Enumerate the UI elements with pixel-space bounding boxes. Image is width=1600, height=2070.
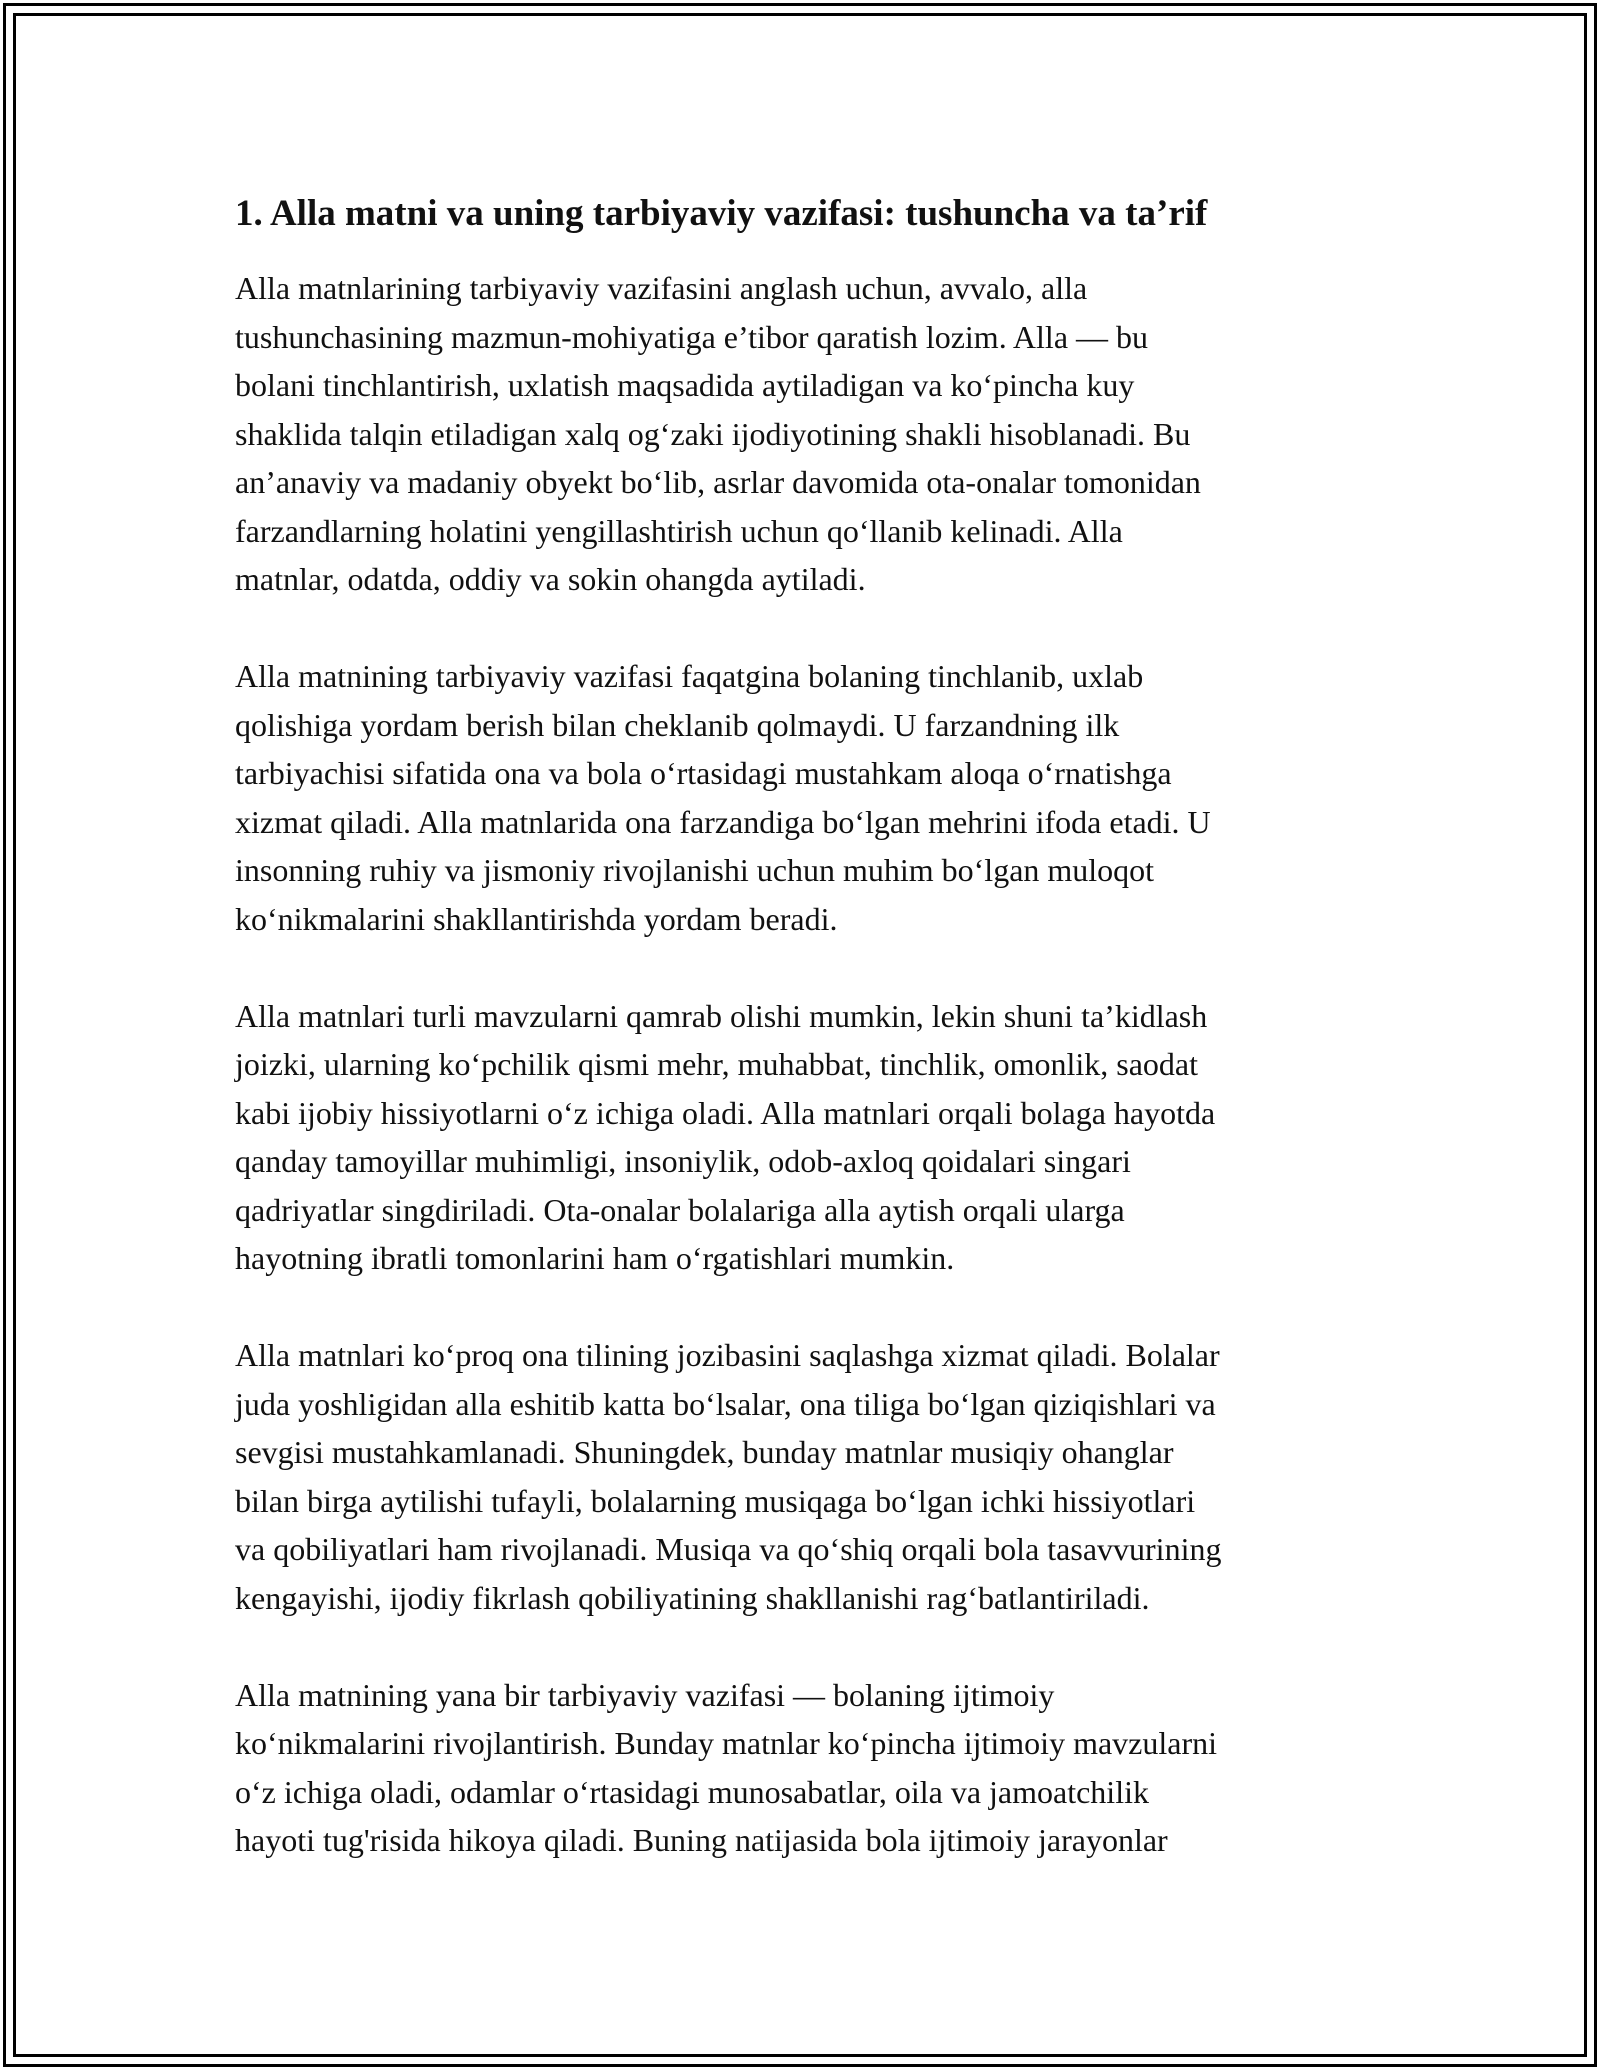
text-line: va qobiliyatlari ham rivojlanadi. Musiqa va qo‘shiq orqali bola tasavvurining xyxy=(235,1531,1222,1567)
text-line: hayoti tug'risida hikoya qiladi. Buning natijasida bola ijtimoiy jarayonlar xyxy=(235,1822,1168,1858)
text-line: juda yoshligidan alla eshitib katta bo‘lsalar, ona tiliga bo‘lgan qiziqishlari va xyxy=(235,1385,1216,1422)
text-line: kengayishi, ijodiy fikrlash qobiliyatining shakllanishi rag‘batlantiriladi. xyxy=(235,1579,1150,1616)
text-line: bilan birga aytilishi tufayli, bolalarning musiqaga bo‘lgan ichki hissiyotlari xyxy=(235,1482,1196,1519)
text-line: insonning ruhiy va jismoniy rivojlanishi uchun muhim bo‘lgan muloqot xyxy=(235,852,1155,888)
paragraph-5 xyxy=(235,1671,1370,1865)
text-line: Alla matnining yana bir tarbiyaviy vazifasi — bolaning ijtimoiy xyxy=(235,1676,1055,1713)
text-line: bolani tinchlantirish, uxlatish maqsadida aytiladigan va ko‘pincha kuy xyxy=(235,367,1135,403)
text-line: Alla matnining tarbiyaviy vazifasi faqatgina bolaning tinchlanib, uxlab xyxy=(235,658,1144,694)
text-line: matnlar, odatda, oddiy va sokin ohangda aytiladi. xyxy=(235,561,866,597)
section-heading: 1. Alla matni va uning tarbiyaviy vazifasi: tushuncha va ta’rif xyxy=(235,193,1208,234)
text-line: farzandlarning holatini yengillashtirish uchun qo‘llanib kelinadi. Alla xyxy=(235,512,1123,549)
document-body xyxy=(235,186,1370,1913)
text-line: o‘z ichiga oladi, odamlar o‘rtasidagi munosabatlar, oila va jamoatchilik xyxy=(235,1773,1149,1810)
text-line: hayotning ibratli tomonlarini ham o‘rgatishlari mumkin. xyxy=(235,1240,955,1276)
text-line: ko‘nikmalarini shakllantirishda yordam beradi. xyxy=(235,900,838,937)
text-line: Alla matnlarining tarbiyaviy vazifasini anglash uchun, avvalo, alla xyxy=(235,270,1088,306)
text-line: kabi ijobiy hissiyotlarni o‘z ichiga oladi. Alla matnlari orqali bolaga hayotda xyxy=(235,1094,1216,1131)
text-line: joizki, ularning ko‘pchilik qismi mehr, muhabbat, tinchlik, omonlik, saodat xyxy=(235,1046,1199,1082)
text-line: an’anaviy va madaniy obyekt bo‘lib, asrlar davomida ota-onalar tomonidan xyxy=(235,464,1201,500)
text-line: xizmat qiladi. Alla matnlarida ona farzandiga bo‘lgan mehrini ifoda etadi. U xyxy=(235,803,1211,840)
paragraph-3 xyxy=(235,992,1370,1283)
text-line: Alla matnlari ko‘proq ona tilining jozibasini saqlashga xizmat qiladi. Bolalar xyxy=(235,1337,1220,1373)
text-line: Alla matnlari turli mavzularni qamrab olishi mumkin, lekin shuni ta’kidlash xyxy=(235,997,1208,1034)
paragraph-1 xyxy=(235,264,1370,604)
text-line: qadriyatlar singdiriladi. Ota-onalar bolalariga alla aytish orqali ularga xyxy=(235,1191,1125,1228)
text-line: tushunchasining mazmun-mohiyatiga e’tibor qaratish lozim. Alla — bu xyxy=(235,318,1149,355)
text-line: shaklida talqin etiladigan xalq og‘zaki ijodiyotining shakli hisoblanadi. Bu xyxy=(235,415,1191,452)
paragraph-4 xyxy=(235,1331,1370,1622)
paragraph-2 xyxy=(235,652,1370,943)
text-line: tarbiyachisi sifatida ona va bola o‘rtasidagi mustahkam aloqa o‘rnatishga xyxy=(235,755,1172,791)
text-line: ko‘nikmalarini rivojlantirish. Bunday matnlar ko‘pincha ijtimoiy mavzularni xyxy=(235,1725,1217,1761)
text-line: qolishiga yordam berish bilan cheklanib qolmaydi. U farzandning ilk xyxy=(235,706,1120,743)
text-line: sevgisi mustahkamlanadi. Shuningdek, bunday matnlar musiqiy ohanglar xyxy=(235,1434,1174,1470)
text-line: qanday tamoyillar muhimligi, insoniylik, odob-axloq qoidalari singari xyxy=(235,1143,1131,1179)
